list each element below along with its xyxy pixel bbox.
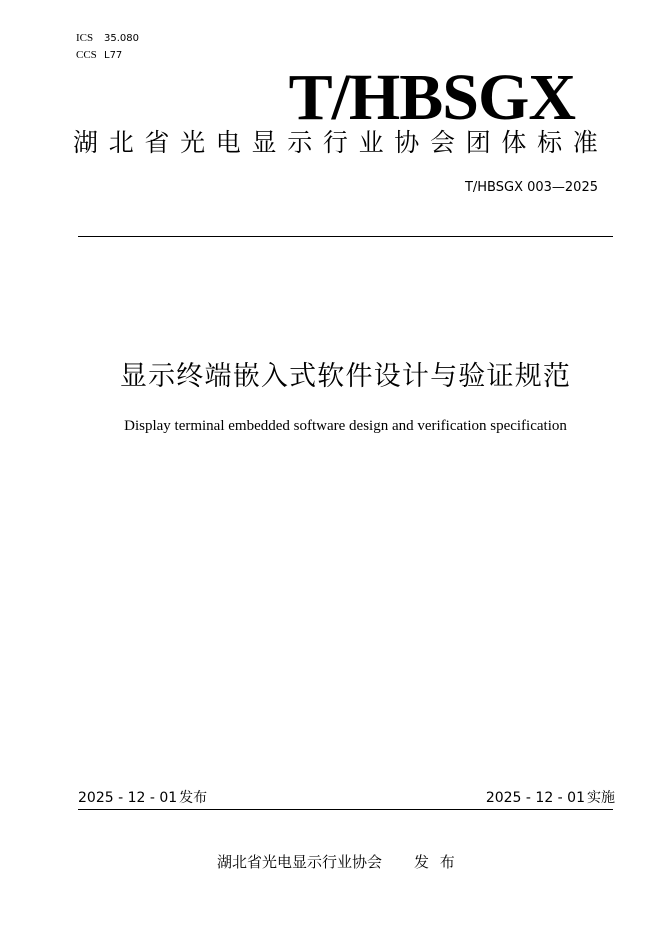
top-divider: [78, 236, 613, 237]
publish-date-row: [78, 789, 207, 807]
publish-date: 2025 - 12 - 01: [78, 790, 178, 806]
issuer-line: [217, 852, 458, 872]
standard-code-logo: T/HBSGX: [288, 61, 575, 134]
issuer-action: 发 布: [414, 853, 458, 871]
document-title-en: Display terminal embedded software design and verification specification: [124, 418, 567, 434]
implement-date-row: [486, 789, 615, 807]
publish-label: 发布: [179, 790, 208, 806]
issuer-name: 湖北省光电显示行业协会: [217, 853, 383, 871]
ccs-label: CCS: [76, 49, 97, 61]
ics-code-row: [76, 31, 139, 45]
implement-date: 2025 - 12 - 01: [485, 790, 585, 806]
ccs-code-row: [76, 48, 122, 62]
ccs-value: L77: [104, 50, 123, 61]
bottom-divider: [78, 809, 613, 810]
standard-number: T/HBSGX 003—2025: [464, 180, 598, 195]
document-title-cn: 显示终端嵌入式软件设计与验证规范: [119, 361, 572, 392]
standard-type-heading: 湖北省光电显示行业协会团体标准: [73, 128, 609, 157]
implement-label: 实施: [587, 790, 615, 806]
ics-value: 35.080: [104, 33, 139, 44]
ics-label: ICS: [76, 32, 94, 44]
